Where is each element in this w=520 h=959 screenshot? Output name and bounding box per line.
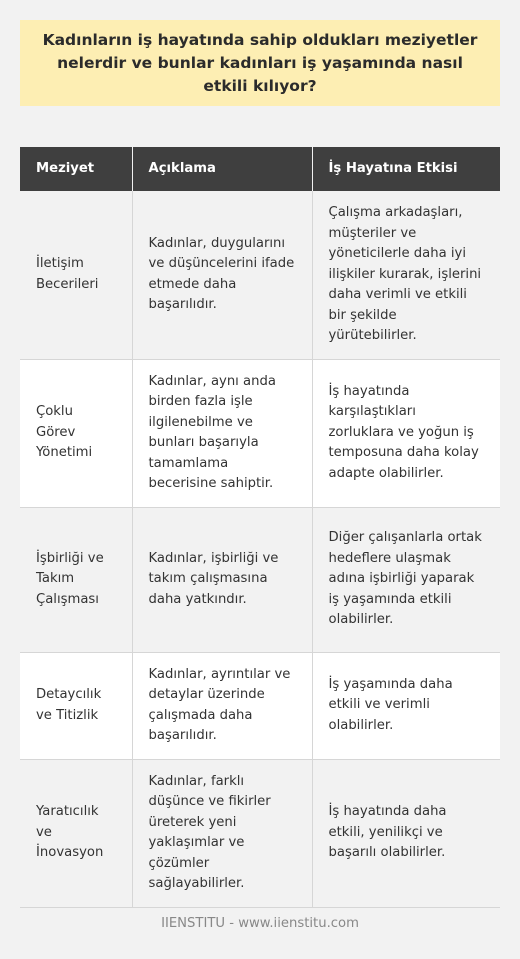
table-row	[20, 191, 500, 359]
column-header: Meziyet	[20, 147, 132, 191]
footer-credit: IIENSTITU - www.iienstitu.com	[161, 916, 359, 931]
meziyet-table	[20, 147, 500, 908]
table-row	[20, 759, 500, 907]
etki-cell: İş hayatında karşılaştıkları zorluklara ve yoğun iş temposuna daha kolay adapte olabilirler.	[312, 359, 500, 507]
aciklama-cell: Kadınlar, duygularını ve düşüncelerini ifade etmede daha başarılıdır.	[132, 191, 312, 359]
column-header: Açıklama	[132, 147, 312, 191]
table-row	[20, 359, 500, 507]
title-banner	[20, 20, 500, 106]
column-header: İş Hayatına Etkisi	[312, 147, 500, 191]
etki-cell: Çalışma arkadaşları, müşteriler ve yöneticilerle daha iyi ilişkiler kurarak, işlerini daha verimli ve etkili bir şekilde yürütebilirler.	[312, 191, 500, 359]
page-title: Kadınların iş hayatında sahip oldukları meziyetler nelerdir ve bunlar kadınları iş yaşamında nasıl etkili kılıyor?	[42, 30, 478, 95]
meziyet-cell: İletişim Becerileri	[20, 191, 132, 359]
meziyet-cell: Detaycılık ve Titizlik	[20, 652, 132, 759]
aciklama-cell: Kadınlar, ayrıntılar ve detaylar üzerinde çalışmada daha başarılıdır.	[132, 652, 312, 759]
etki-cell: İş yaşamında daha etkili ve verimli olabilirler.	[312, 652, 500, 759]
table-row	[20, 507, 500, 652]
table-header-row	[20, 147, 500, 191]
aciklama-cell: Kadınlar, farklı düşünce ve fikirler üreterek yeni yaklaşımlar ve çözümler sağlayabilirler.	[132, 759, 312, 907]
meziyet-cell: Çoklu Görev Yönetimi	[20, 359, 132, 507]
etki-cell: İş hayatında daha etkili, yenilikçi ve başarılı olabilirler.	[312, 759, 500, 907]
meziyet-cell: İşbirliği ve Takım Çalışması	[20, 507, 132, 652]
aciklama-cell: Kadınlar, aynı anda birden fazla işle ilgilenebilme ve bunları başarıyla tamamlama becerisine sahiptir.	[132, 359, 312, 507]
aciklama-cell: Kadınlar, işbirliği ve takım çalışmasına daha yatkındır.	[132, 507, 312, 652]
etki-cell: Diğer çalışanlarla ortak hedeflere ulaşmak adına işbirliği yaparak iş yaşamında etkili olabilirler.	[312, 507, 500, 652]
meziyet-cell: Yaratıcılık ve İnovasyon	[20, 759, 132, 907]
table-row	[20, 652, 500, 759]
